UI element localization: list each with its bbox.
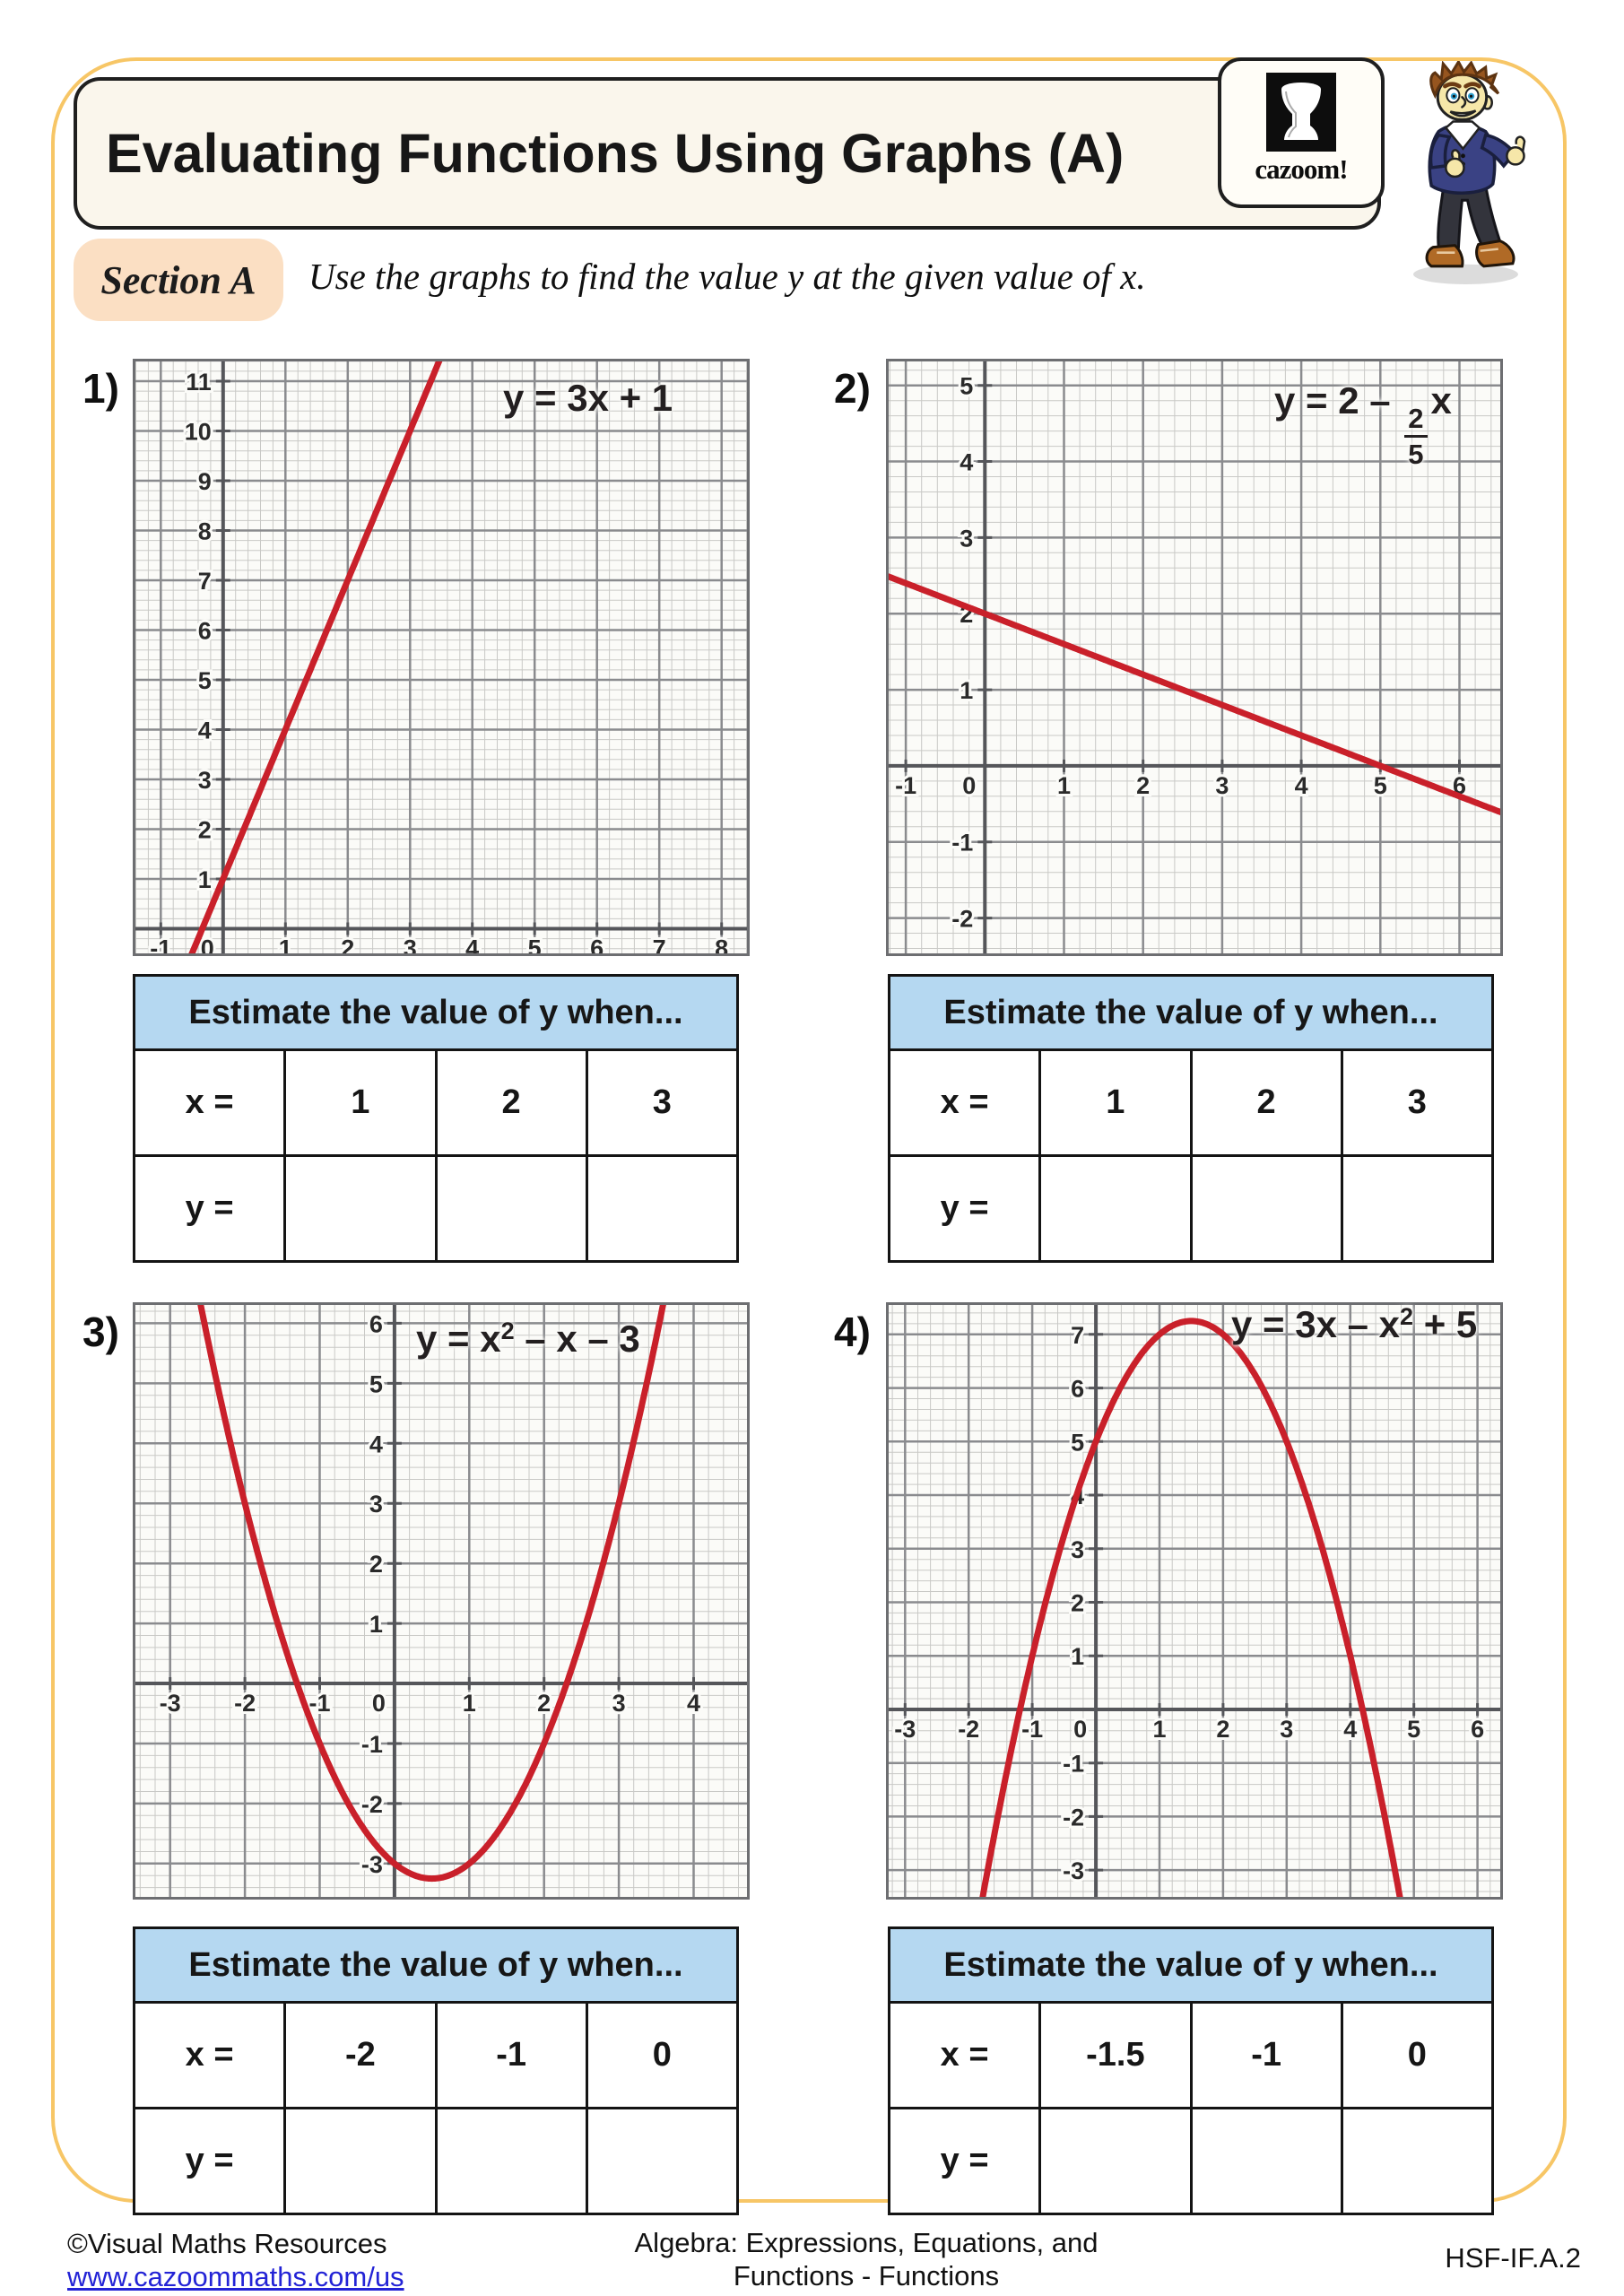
svg-text:10: 10 [184,418,212,446]
svg-text:-1: -1 [951,829,974,857]
x-row-label: x = [135,2003,285,2109]
svg-text:-1: -1 [360,1731,383,1758]
answer-cell[interactable] [1342,2109,1492,2214]
svg-text:-1: -1 [308,1690,331,1717]
svg-text:0: 0 [371,1690,386,1717]
svg-text:6: 6 [1452,771,1467,799]
svg-text:6: 6 [369,1310,383,1338]
svg-text:2: 2 [369,1551,383,1578]
y-row-label: y = [890,1156,1040,1262]
answer-table-4 [888,1926,1494,2215]
svg-text:-3: -3 [360,1850,383,1878]
problem-1-number: 1) [83,365,119,412]
footer-topic-line2: Functions - Functions [733,2260,1000,2292]
graph-1 [133,359,750,956]
svg-text:3: 3 [1280,1716,1294,1743]
svg-text:4: 4 [1071,1483,1085,1509]
svg-text:-1: -1 [895,771,917,799]
svg-text:4: 4 [197,717,212,744]
svg-text:6: 6 [590,935,604,956]
x-value-cell: 3 [1342,1050,1492,1156]
title-box [74,77,1381,230]
section-a-label: Section A [100,257,256,302]
answer-cell[interactable] [586,2109,737,2214]
svg-text:1: 1 [960,677,974,705]
svg-text:4: 4 [1343,1716,1358,1743]
svg-text:6: 6 [1471,1716,1485,1743]
cazoom-drum-icon [1266,73,1336,152]
svg-text:3: 3 [369,1491,383,1518]
svg-text:5: 5 [1407,1716,1421,1743]
svg-text:4: 4 [369,1431,383,1458]
svg-text:-2: -2 [1063,1804,1085,1831]
svg-text:4: 4 [960,448,974,476]
svg-text:2: 2 [960,601,974,629]
x-value-cell: -1 [436,2003,586,2109]
svg-text:5: 5 [1071,1429,1085,1457]
section-a-badge [74,239,283,321]
svg-text:3: 3 [960,525,974,552]
problem-2-number: 2) [834,365,871,412]
svg-text:6: 6 [197,617,212,645]
x-value-cell: -1.5 [1040,2003,1191,2109]
svg-text:4: 4 [465,935,480,956]
svg-text:3: 3 [403,935,417,956]
svg-text:5: 5 [369,1370,383,1398]
answer-cell[interactable] [1191,1156,1342,1262]
svg-text:0: 0 [200,935,214,956]
svg-text:1: 1 [1056,771,1072,799]
graph-3 [133,1302,750,1900]
svg-text:6: 6 [1071,1375,1085,1403]
svg-text:5: 5 [197,667,212,694]
table-4-header: Estimate the value of y when... [890,1928,1493,2003]
graph-4-grid [886,1302,1503,1900]
cazoom-logo-text: cazoom! [1255,153,1348,185]
svg-text:1: 1 [1071,1643,1085,1671]
graph-1-grid [133,359,750,956]
svg-text:4: 4 [686,1690,701,1717]
svg-text:2: 2 [1216,1716,1230,1743]
svg-text:9: 9 [197,468,212,495]
svg-text:8: 8 [197,517,212,545]
footer-topic-line1: Algebra: Expressions, Equations, and [634,2227,1099,2258]
x-value-cell: 0 [1342,2003,1492,2109]
svg-text:2: 2 [1136,771,1151,799]
answer-cell[interactable] [1040,2109,1191,2214]
svg-text:-3: -3 [159,1690,181,1717]
answer-cell[interactable] [285,1156,436,1262]
x-value-cell: 1 [285,1050,436,1156]
problem-3-number: 3) [83,1309,119,1355]
footer-link[interactable]: www.cazoommaths.com/us [67,2261,404,2292]
svg-text:1: 1 [197,866,212,893]
answer-table-1 [133,974,739,1263]
svg-text:5: 5 [960,372,974,400]
y-row-label: y = [135,1156,285,1262]
svg-text:7: 7 [1071,1321,1085,1349]
svg-text:-1: -1 [1063,1750,1085,1778]
svg-text:1: 1 [278,935,292,956]
x-row-label: x = [135,1050,285,1156]
svg-text:1: 1 [369,1611,383,1639]
section-instruction: Use the graphs to find the value y at the given value of x. [308,256,1146,297]
footer-standard-code: HSF-IF.A.2 [1445,2242,1581,2274]
graph-2 [886,359,1503,956]
svg-text:11: 11 [186,369,212,396]
svg-text:8: 8 [715,935,729,956]
table-2-header: Estimate the value of y when... [890,976,1493,1050]
answer-cell[interactable] [1342,1156,1492,1262]
svg-text:-3: -3 [894,1716,916,1743]
svg-text:-2: -2 [234,1690,256,1717]
answer-cell[interactable] [436,2109,586,2214]
svg-text:-3: -3 [1063,1857,1085,1885]
svg-text:5: 5 [1373,771,1387,799]
svg-text:2: 2 [341,935,355,956]
graph-3-equation-label: $y = x^2 - x - 3$ [416,1318,640,1360]
svg-text:4: 4 [1294,771,1308,799]
graph-1-equation-label: y = 3x + 1 [503,377,673,419]
svg-text:-1: -1 [150,935,172,956]
graph-2-equation-label: y = 2 – $\frac{2}{5}$ x [1274,379,1452,470]
x-value-cell: 3 [586,1050,737,1156]
svg-text:7: 7 [197,568,212,595]
x-value-cell: 2 [436,1050,586,1156]
svg-text:5: 5 [527,935,542,956]
answer-cell[interactable] [436,1156,586,1262]
boy-mascot-image [1401,61,1531,287]
svg-text:3: 3 [197,767,212,794]
svg-text:-2: -2 [360,1790,383,1818]
x-value-cell: 2 [1191,1050,1342,1156]
answer-cell[interactable] [586,1156,737,1262]
svg-text:-1: -1 [1021,1716,1044,1743]
graph-4 [886,1302,1503,1900]
problem-4-number: 4) [834,1309,871,1355]
x-row-label: x = [890,1050,1040,1156]
answer-table-2 [888,974,1494,1263]
svg-text:3: 3 [1071,1535,1085,1563]
x-value-cell: -1 [1191,2003,1342,2109]
svg-text:2: 2 [537,1690,551,1717]
graph-4-equation-label: $y = 3x - x^2 + 5$ [1231,1303,1478,1345]
page-title: Evaluating Functions Using Graphs (A) [106,123,1125,184]
svg-text:0: 0 [1073,1716,1088,1743]
y-row-label: y = [890,2109,1040,2214]
svg-text:1: 1 [462,1690,476,1717]
table-1-header: Estimate the value of y when... [135,976,738,1050]
cazoom-logo [1218,57,1385,208]
y-row-label: y = [135,2109,285,2214]
x-row-label: x = [890,2003,1040,2109]
answer-cell[interactable] [285,2109,436,2214]
graph-3-grid [133,1302,750,1900]
svg-text:2: 2 [197,816,212,844]
svg-text:2: 2 [1071,1589,1085,1617]
footer-copyright: ©Visual Maths Resources [67,2228,387,2259]
footer-topic [579,2226,1153,2292]
svg-text:1: 1 [1152,1716,1167,1743]
x-value-cell: 0 [586,2003,737,2109]
svg-text:-2: -2 [958,1716,980,1743]
mascot-shadow [1413,265,1518,284]
table-3-header: Estimate the value of y when... [135,1928,738,2003]
svg-text:3: 3 [1215,771,1229,799]
svg-text:7: 7 [652,935,666,956]
x-value-cell: -2 [285,2003,436,2109]
x-value-cell: 1 [1040,1050,1191,1156]
svg-text:-2: -2 [951,905,974,933]
answer-table-3 [133,1926,739,2215]
svg-text:0: 0 [962,771,977,799]
answer-cell[interactable] [1191,2109,1342,2214]
answer-cell[interactable] [1040,1156,1191,1262]
svg-text:3: 3 [612,1690,626,1717]
